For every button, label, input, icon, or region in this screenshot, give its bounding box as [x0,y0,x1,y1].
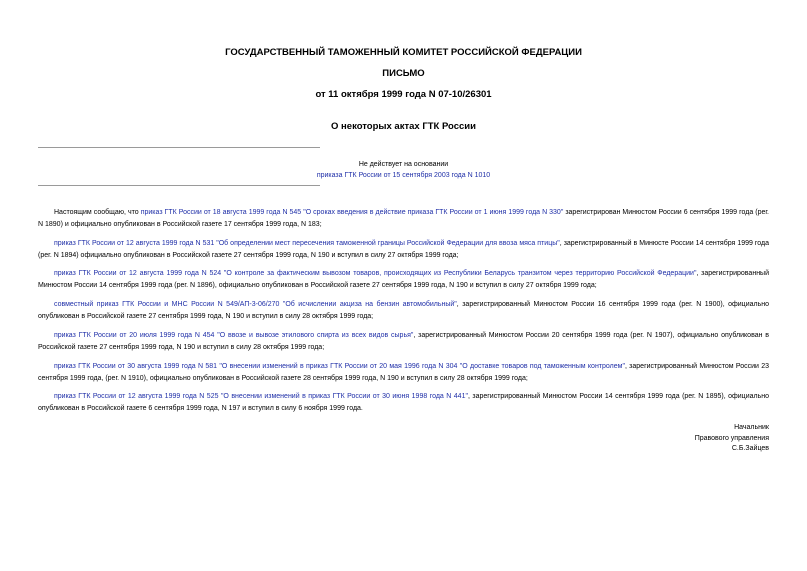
paragraph-5-link[interactable]: приказ ГТК России от 20 июля 1999 года N 454 "О ввозе и вывозе этилового спирта из всех видов сырья" [54,332,414,339]
issuing-organization: ГОСУДАРСТВЕННЫЙ ТАМОЖЕННЫЙ КОМИТЕТ РОССИЙСКОЙ ФЕДЕРАЦИИ [225,47,582,58]
paragraph-1-intro: Настоящим сообщаю, что [54,209,141,216]
paragraph-5 [38,330,769,353]
paragraph-2 [38,238,769,261]
paragraph-6-link[interactable]: приказ ГТК России от 30 августа 1999 года N 581 "О внесении изменений в приказ ГТК России от 20 мая 1996 года N 304 "О доставке товаров под таможенным контролем" [54,363,625,370]
paragraph-3-link[interactable]: приказ ГТК России от 12 августа 1999 года N 524 "О контроле за фактическим вывозом товаров, происходящих из Республики Беларусь транзитом через территорию Российской Федерации" [54,270,697,277]
paragraph-4-text: , зарегистрированный Минюстом России 16 сентября 1999 года (рег. N 1900), официально опубликован в Российской газете 27 сентября 1999 года, N 190 и вступил в силу 28 октября 1999 года; [38,301,769,320]
signature-name: С.Б.Зайцев [731,445,769,452]
paragraph-7-link[interactable]: приказ ГТК России от 12 августа 1999 года N 525 "О внесении изменений в приказ ГТК России от 30 июня 1998 года N 441" [54,393,468,400]
divider-top [38,147,320,148]
signature-block [569,423,769,455]
paragraph-1-link[interactable]: приказ ГТК России от 18 августа 1999 года N 545 "О сроках введения в действие приказа ГТК России от 1 июня 1999 года N 330" [140,209,564,216]
paragraph-3-text: , зарегистрированный Минюстом России 14 сентября 1999 года (рег. N 1896), официально опубликован в Российской газете 27 сентября 1999 года, N 190 и вступил в силу 27 октября 1999 года; [38,270,769,289]
status-notice-text: Не действует на основании [358,161,449,168]
document-date-number: от 11 октября 1999 года N 07-10/26301 [315,89,492,100]
paragraph-3 [38,268,769,291]
paragraph-2-text: , зарегистрированный в Минюсте России 14 сентября 1999 года (рег. N 1894) официально опубликован в Российской газете 27 сентября 1999 года, N 190 и вступил в силу 27 октября 1999 года; [38,240,770,259]
paragraph-1-text: зарегистрирован Минюстом России 6 сентября 1999 года (рег. N 1890) и официально опубликован в Российской газете 17 сентября 1999 года, N 183; [38,209,769,228]
paragraph-1 [38,207,769,230]
paragraph-5-text: , зарегистрированный Минюстом России 20 сентября 1999 года (рег. N 1907), официально опубликован в Российской газете 27 сентября 1999 года, N 190 и вступил в силу 28 октября 1999 года; [38,332,769,351]
notice-link[interactable]: приказа ГТК России от 15 сентября 2003 года N 1010 [316,172,491,179]
paragraph-7 [38,391,769,414]
paragraph-4-link[interactable]: совместный приказ ГТК России и МНС России N 549/АП-3-06/270 "Об исчислении акциза на бензин автомобильный" [54,301,457,308]
paragraph-2-link[interactable]: приказ ГТК России от 12 августа 1999 года N 531 "Об определении мест пересечения таможенной границы Российской Федерации для ввоза мяса птицы" [54,240,560,247]
signature-department: Правового управления [694,434,769,442]
divider-bottom [38,185,320,186]
document-subject: О некоторых актах ГТК России [331,121,476,132]
signature-position: Начальник [734,424,769,431]
paragraph-4 [38,299,769,322]
status-notice-link-line [0,170,807,181]
paragraph-7-text: , зарегистрированный Минюстом России 14 сентября 1999 года (рег. N 1895), официально опубликован в Российской газете 6 сентября 1999 года, N 197 и вступил в силу 6 ноября 1999 года. [38,393,769,412]
paragraph-6 [38,361,769,384]
paragraph-6-text: , зарегистрированный Минюстом России 23 сентября 1999 года, (рег. N 1910), официально опубликован в Российской газете 28 сентября 1999 года, N 190 и вступил в силу 28 октября 1999 года; [38,363,769,382]
document-type: ПИСЬМО [382,68,425,79]
